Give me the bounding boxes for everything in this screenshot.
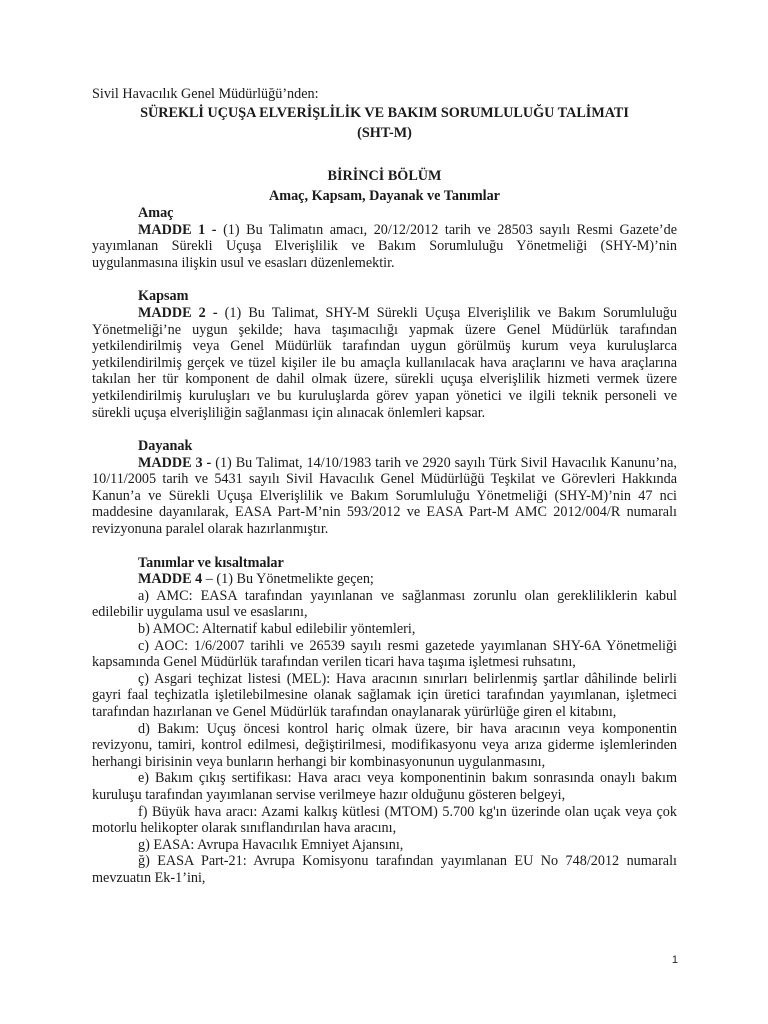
section-dayanak: [92, 438, 677, 538]
chapter-heading: BİRİNCİ BÖLÜM: [327, 167, 442, 184]
article-number: MADDE 4: [138, 571, 203, 588]
article-text: (1) Bu Talimat, 14/10/1983 tarih ve 2920 sayılı Türk Sivil Havacılık Kanunu’na, 10/11/2005 tarih ve 5431 sayılı Sivil Havacılık Genel Müdürlüğü Teşkilat ve Görevleri Hakkında Kanun’a ve Sürekli Uçuşa Elverişlilik ve Bakım Sorumluluğu Yönetmeliği (SHY-M)’nin 47 nci maddesine dayanılarak, EASA Part-M’nin 593/2012 ve EASA Part-M AMC 2012/004/R numaralı revizyonuna paralel olarak hazırlanmıştır.: [92, 454, 677, 538]
issuer-line: Sivil Havacılık Genel Müdürlüğü’nden:: [92, 86, 319, 102]
definition-item: c) AOC: 1/6/2007 tarihli ve 26539 sayılı resmi gazetede yayımlanan SHY-6A Yönetmeliği kapsamında Genel Müdürlük tarafından verilen ticari hava taşıma işletmesi ruhsatını,: [92, 637, 677, 671]
article-text: – (1) Bu Yönetmelikte geçen;: [202, 571, 374, 588]
section-amac: [92, 205, 677, 271]
section-heading: Dayanak: [138, 438, 193, 455]
document-code: (SHT-M): [357, 125, 412, 142]
article-paragraph: [92, 222, 677, 272]
definition-item: ğ) EASA Part-21: Avrupa Komisyonu tarafından yayımlanan EU No 748/2012 numaralı mevzuatın Ek-1’ini,: [92, 853, 677, 886]
article-number: MADDE 2 -: [138, 304, 218, 321]
section-heading: Tanımlar ve kısaltmalar: [138, 554, 284, 571]
definition-item: ç) Asgari teçhizat listesi (MEL): Hava aracının sınırları belirlenmiş şartlar dâhilinde belirli gayri faal teçhizatla işletilebilmesine olanak sağlamak için üretici tarafından yayımlanan, işletmeci tarafından hazırlanan ve Genel Müdürlük tarafından onaylanarak yürürlüğe giren el kitabını,: [92, 670, 677, 720]
article-text: (1) Bu Talimatın amacı, 20/12/2012 tarih ve 28503 sayılı Resmi Gazete’de yayımlanan Sürekli Uçuşa Elverişlilik ve Bakım Sorumluluğu Yönetmeliği (SHY-M)’nin uygulanmasına ilişkin usul ve esasları düzenlemektir.: [92, 221, 677, 271]
definition-item: f) Büyük hava aracı: Azami kalkış kütlesi (MTOM) 5.700 kg'ın üzerinde olan uçak veya çok motorlu helikopter olarak sınıflandırılan hava aracını,: [92, 803, 677, 837]
definition-item: a) AMC: EASA tarafından yayınlanan ve sağlanması zorunlu olan gerekliliklerin kabul edilebilir uygulama usul ve esaslarını,: [92, 587, 677, 621]
section-heading: Amaç: [138, 204, 174, 221]
article-paragraph: [92, 571, 677, 588]
definition-item: g) EASA: Avrupa Havacılık Emniyet Ajansını,: [138, 836, 404, 853]
page-number: 1: [671, 954, 678, 966]
section-heading: Kapsam: [138, 288, 189, 305]
definition-item: d) Bakım: Uçuş öncesi kontrol hariç olmak üzere, bir hava aracının veya komponentin revizyonu, tamiri, kontrol edilmesi, değiştirilmesi, modifikasyonu veya arıza giderme işlemlerinden herhangi birisinin veya bunların herhangi bir kombinasyonunun uygulanmasını,: [92, 720, 677, 770]
section-tanimlar: [92, 555, 677, 887]
definition-item: b) AMOC: Alternatif kabul edilebilir yöntemleri,: [138, 621, 416, 638]
article-text: (1) Bu Talimat, SHY-M Sürekli Uçuşa Elverişlilik ve Bakım Sorumluluğu Yönetmeliği’ne uygun şekilde; hava taşımacılığı yapmak üzere Genel Müdürlük tarafından yetkilendirilmiş veya Genel Müdürlük tarafından uygun görülmüş kurum veya kuruluşlarca yetkilendirilmiş gerçek ve tüzel kişiler ile bu amaçla kullanılacak hava araçlarını ve hava araçlarına takılan her tür komponent de dahil olmak üzere, sürekli uçuşa elverişlilik hizmeti vermek üzere yetkilendirilmiş kuruluşları ve bu kuruluşlarda görev yapan yönetici ve ilgili teknik personeli ve sürekli uçuşa elverişliliğin sağlanması için alınacak önlemleri kapsar.: [92, 304, 677, 421]
article-number: MADDE 1 -: [138, 221, 217, 238]
definition-item: e) Bakım çıkış sertifikası: Hava aracı veya komponentinin bakım sonrasında onaylı bakım kuruluşu tarafından yayımlanan servise verilmeye hazır olduğunu gösteren belgeyi,: [92, 770, 677, 803]
article-paragraph: [92, 305, 677, 421]
document-title: SÜREKLİ UÇUŞA ELVERİŞLİLİK VE BAKIM SORUMLULUĞU TALİMATI: [140, 104, 629, 121]
article-number: MADDE 3 -: [138, 454, 212, 471]
chapter-subtitle: Amaç, Kapsam, Dayanak ve Tanımlar: [269, 188, 500, 205]
section-kapsam: [92, 288, 677, 421]
article-paragraph: [92, 455, 677, 538]
